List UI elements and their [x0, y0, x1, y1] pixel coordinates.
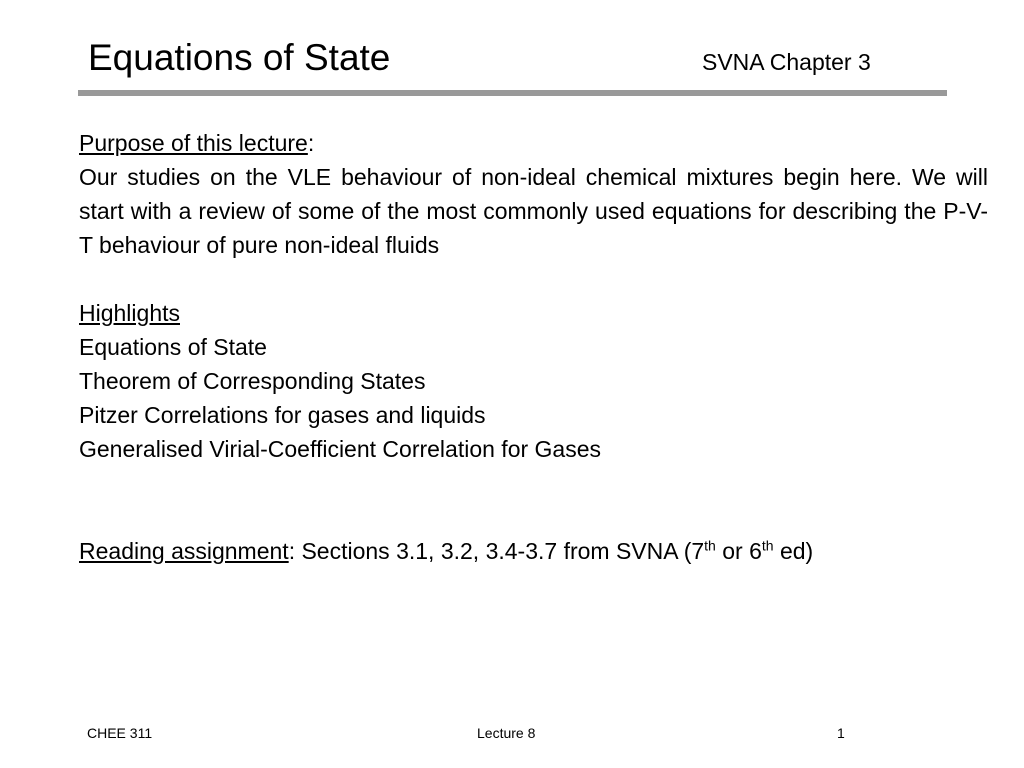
purpose-colon: :	[307, 130, 315, 156]
reading-text-middle: or 6	[715, 538, 762, 564]
title-divider	[78, 90, 947, 96]
footer-course: CHEE 311	[87, 725, 153, 741]
purpose-text: Our studies on the VLE behaviour of non-ideal chemical mixtures begin here. We will start with a review of some of the most commonly used equations for describing the P-V-T behaviour of pure non-ideal fluids	[79, 164, 988, 258]
reading-text-after: ed)	[773, 538, 814, 564]
slide-body	[79, 126, 988, 568]
reading-text-before: : Sections 3.1, 3.2, 3.4-3.7 from SVNA (7	[288, 538, 705, 564]
spacer	[79, 262, 988, 296]
footer-lecture: Lecture 8	[477, 725, 536, 741]
edition-superscript: th	[704, 537, 716, 554]
reading-assignment-line	[79, 534, 988, 568]
highlights-heading: Highlights	[79, 300, 180, 326]
edition-superscript: th	[761, 537, 774, 554]
footer-page-number: 1	[837, 725, 845, 741]
highlight-item: Theorem of Corresponding States	[79, 368, 426, 394]
spacer	[79, 466, 988, 534]
slide-title: Equations of State	[88, 37, 391, 78]
purpose-heading: Purpose of this lecture	[79, 130, 308, 156]
highlight-item: Generalised Virial-Coefficient Correlation for Gases	[79, 436, 602, 462]
reading-heading: Reading assignment	[79, 538, 289, 564]
highlight-item: Equations of State	[79, 334, 267, 360]
purpose-heading-line	[79, 126, 988, 160]
slide-subtitle: SVNA Chapter 3	[702, 49, 871, 75]
highlight-item: Pitzer Correlations for gases and liquids	[79, 402, 486, 428]
